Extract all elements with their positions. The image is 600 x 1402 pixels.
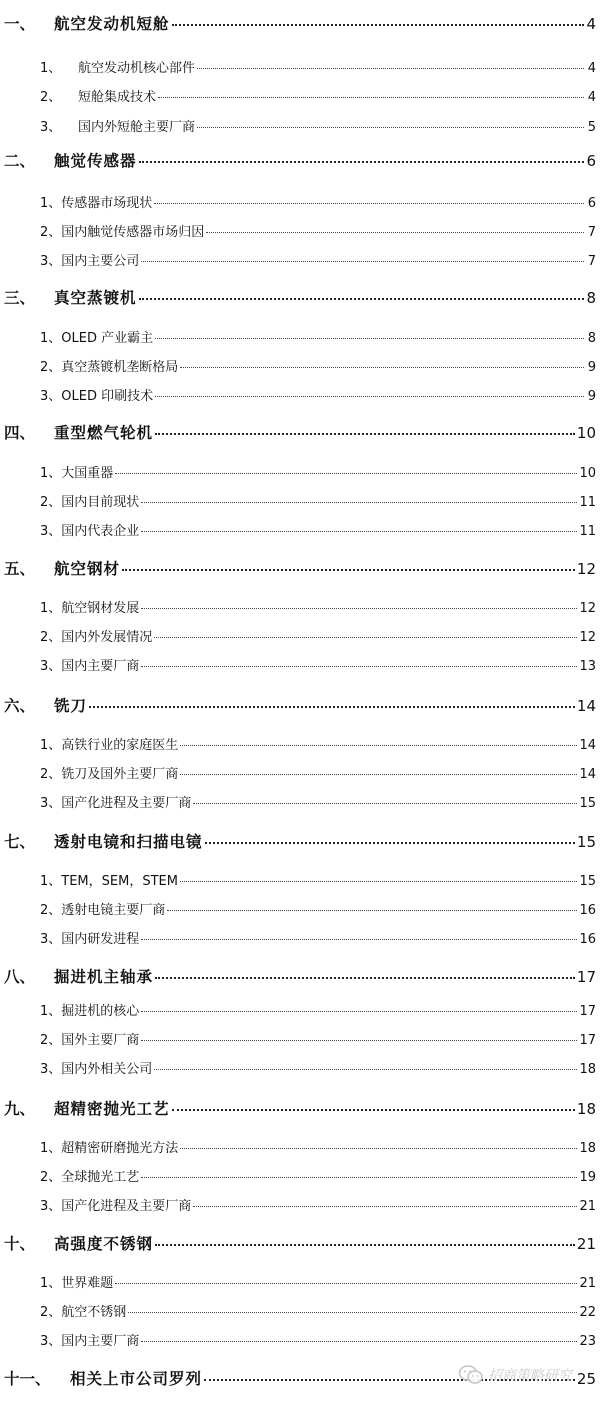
page-number: 12 <box>576 560 596 578</box>
toc-section[interactable] <box>0 286 600 308</box>
dot-leader <box>155 977 575 979</box>
dot-leader <box>141 1011 577 1012</box>
page-number: 5 <box>587 120 596 135</box>
dot-leader <box>180 367 584 368</box>
item-number: 3、 <box>40 659 62 674</box>
dot-leader <box>141 531 577 532</box>
section-title: 透射电镜和扫描电镜 <box>54 833 203 851</box>
item-number: 2、 <box>40 360 62 375</box>
section-title: 真空蒸镀机 <box>54 289 137 307</box>
item-title: 铣刀及国外主要厂商 <box>61 767 179 782</box>
page-number: 14 <box>576 697 596 715</box>
page-number: 17 <box>579 1004 596 1019</box>
page-number: 14 <box>579 767 596 782</box>
page-number: 4 <box>586 15 596 33</box>
section-number: 五、 <box>4 560 36 578</box>
item-number: 1、 <box>40 1276 62 1291</box>
item-title: 短舱集成技术 <box>78 90 157 105</box>
toc-item[interactable] <box>0 1330 600 1349</box>
dot-leader <box>155 338 584 339</box>
toc-item[interactable] <box>0 491 600 510</box>
dot-leader <box>139 161 584 163</box>
toc-item[interactable] <box>0 520 600 539</box>
page-number: 7 <box>587 225 596 240</box>
toc-section[interactable] <box>0 1097 600 1119</box>
dot-leader <box>180 745 577 746</box>
page-number: 9 <box>587 360 596 375</box>
toc-item[interactable] <box>0 192 600 211</box>
dot-leader <box>155 433 575 435</box>
dot-leader <box>154 1069 577 1070</box>
toc-item[interactable] <box>0 1272 600 1291</box>
section-title: 航空钢材 <box>54 560 121 578</box>
page-number: 16 <box>579 903 596 918</box>
item-title: 国内主要厂商 <box>61 659 140 674</box>
dot-leader <box>115 1283 577 1284</box>
item-number: 1、 <box>40 1141 62 1156</box>
item-title: 国内外短舱主要厂商 <box>78 120 196 135</box>
toc-section[interactable] <box>0 12 600 34</box>
item-title: 国外主要厂商 <box>61 1033 140 1048</box>
toc-section[interactable] <box>0 557 600 579</box>
section-title: 掘进机主轴承 <box>54 968 154 986</box>
item-title: 国内主要厂商 <box>61 1334 140 1349</box>
item-title: 真空蒸镀机垄断格局 <box>61 360 179 375</box>
page-number: 12 <box>579 630 596 645</box>
dot-leader <box>180 1148 577 1149</box>
page-number: 17 <box>579 1033 596 1048</box>
dot-leader <box>128 1312 577 1313</box>
page-number: 15 <box>579 874 596 889</box>
section-number: 八、 <box>4 968 36 986</box>
toc-item[interactable] <box>0 1137 600 1156</box>
item-number: 2、 <box>40 767 62 782</box>
item-number: 3、 <box>40 796 62 811</box>
item-number: 2、 <box>40 1170 62 1185</box>
item-number: 3、 <box>40 1334 62 1349</box>
watermark-text: 招商策略研究 <box>488 1368 572 1384</box>
item-number: 1、 <box>40 466 62 481</box>
toc-item[interactable] <box>0 734 600 753</box>
dot-leader <box>89 706 575 708</box>
toc-item[interactable] <box>0 221 600 240</box>
item-number: 1、 <box>40 331 62 346</box>
watermark <box>458 1362 572 1388</box>
item-title: 国内代表企业 <box>61 524 140 539</box>
page-number: 11 <box>579 495 596 510</box>
page-number: 7 <box>587 254 596 269</box>
dot-leader <box>139 298 584 300</box>
section-title: 超精密抛光工艺 <box>54 1100 170 1118</box>
toc-item[interactable] <box>0 250 600 269</box>
item-number: 3、 <box>40 1062 62 1077</box>
page-number: 23 <box>579 1334 596 1349</box>
item-title: 国内外相关公司 <box>61 1062 153 1077</box>
section-number: 七、 <box>4 833 36 851</box>
page-number: 12 <box>579 601 596 616</box>
item-title: 掘进机的核心 <box>61 1004 140 1019</box>
item-number: 3、 <box>40 1199 62 1214</box>
toc-item[interactable] <box>0 57 600 76</box>
toc-item[interactable] <box>0 1301 600 1320</box>
item-number: 1、 <box>40 874 62 889</box>
page-number: 13 <box>579 659 596 674</box>
toc-item[interactable] <box>0 462 600 481</box>
toc-item[interactable] <box>0 792 600 811</box>
item-title: 国内研发进程 <box>61 932 140 947</box>
item-title: 国内主要公司 <box>61 254 140 269</box>
item-title: 透射电镜主要厂商 <box>61 903 166 918</box>
item-title: 高铁行业的家庭医生 <box>61 738 179 753</box>
item-title: 航空发动机核心部件 <box>78 61 196 76</box>
section-number: 一、 <box>4 15 36 33</box>
item-title: 大国重器 <box>61 466 114 481</box>
item-number: 3、 <box>40 389 62 404</box>
page-number: 25 <box>576 1370 596 1388</box>
dot-leader <box>141 608 577 609</box>
wechat-icon <box>458 1364 484 1386</box>
page-number: 14 <box>579 738 596 753</box>
dot-leader <box>141 261 584 262</box>
dot-leader <box>167 910 577 911</box>
item-title: 超精密研磨抛光方法 <box>61 1141 179 1156</box>
section-title: 重型燃气轮机 <box>54 424 154 442</box>
page-number: 11 <box>579 524 596 539</box>
page-number: 6 <box>587 196 596 211</box>
section-title: 铣刀 <box>54 697 88 715</box>
item-number: 2、 <box>40 90 62 105</box>
dot-leader <box>155 396 584 397</box>
item-number: 1、 <box>40 61 62 76</box>
item-title: 传感器市场现状 <box>61 196 153 211</box>
item-number: 2、 <box>40 1305 62 1320</box>
dot-leader <box>180 774 577 775</box>
dot-leader <box>154 203 584 204</box>
dot-leader <box>141 1040 577 1041</box>
page-number: 18 <box>576 1100 596 1118</box>
dot-leader <box>141 939 577 940</box>
page-number: 8 <box>586 289 596 307</box>
page-number: 18 <box>579 1062 596 1077</box>
page-number: 19 <box>579 1170 596 1185</box>
page-number: 21 <box>576 1235 596 1253</box>
item-number: 2、 <box>40 1033 62 1048</box>
section-title: 高强度不锈钢 <box>54 1235 154 1253</box>
section-number: 十、 <box>4 1235 36 1253</box>
page-number: 17 <box>576 968 596 986</box>
toc-item[interactable] <box>0 1166 600 1185</box>
section-number: 三、 <box>4 289 36 307</box>
toc-item[interactable] <box>0 86 600 105</box>
page-number: 4 <box>587 61 596 76</box>
item-title: 国内触觉传感器市场归因 <box>61 225 205 240</box>
toc-section[interactable] <box>0 694 600 716</box>
page-number: 15 <box>576 833 596 851</box>
section-number: 十一、 <box>4 1370 51 1388</box>
item-title: 国产化进程及主要厂商 <box>61 796 192 811</box>
dot-leader <box>141 666 577 667</box>
toc-item[interactable] <box>0 899 600 918</box>
item-number: 3、 <box>40 120 62 135</box>
item-number: 2、 <box>40 495 62 510</box>
dot-leader <box>172 24 584 26</box>
toc-item[interactable] <box>0 1195 600 1214</box>
item-title: 全球抛光工艺 <box>61 1170 140 1185</box>
item-title: 国内目前现状 <box>61 495 140 510</box>
toc-section[interactable] <box>0 1232 600 1254</box>
dot-leader <box>197 127 584 128</box>
item-number: 3、 <box>40 932 62 947</box>
item-number: 1、 <box>40 1004 62 1019</box>
toc-section[interactable] <box>0 965 600 987</box>
dot-leader <box>141 502 577 503</box>
dot-leader <box>197 68 584 69</box>
toc-item[interactable] <box>0 597 600 616</box>
item-number: 1、 <box>40 738 62 753</box>
dot-leader <box>141 1341 577 1342</box>
dot-leader <box>154 637 577 638</box>
page-number: 9 <box>587 389 596 404</box>
page-number: 18 <box>579 1141 596 1156</box>
dot-leader <box>141 1177 577 1178</box>
page-number: 10 <box>579 466 596 481</box>
section-title: 航空发动机短舱 <box>54 15 170 33</box>
section-title: 相关上市公司罗列 <box>70 1370 203 1388</box>
page-number: 21 <box>579 1199 596 1214</box>
item-number: 1、 <box>40 601 62 616</box>
dot-leader <box>122 569 575 571</box>
dot-leader <box>155 1244 575 1246</box>
page-number: 10 <box>576 424 596 442</box>
item-title: 航空不锈钢 <box>61 1305 127 1320</box>
section-number: 四、 <box>4 424 36 442</box>
page-number: 4 <box>587 90 596 105</box>
page-number: 15 <box>579 796 596 811</box>
toc-section[interactable] <box>0 830 600 852</box>
dot-leader <box>205 842 575 844</box>
page-number: 16 <box>579 932 596 947</box>
toc-section[interactable] <box>0 149 600 171</box>
section-number: 二、 <box>4 152 36 170</box>
dot-leader <box>193 803 577 804</box>
item-title: 国产化进程及主要厂商 <box>61 1199 192 1214</box>
item-number: 2、 <box>40 903 62 918</box>
page-number: 8 <box>587 331 596 346</box>
toc-item[interactable] <box>0 356 600 375</box>
section-number: 九、 <box>4 1100 36 1118</box>
toc-item[interactable] <box>0 116 600 135</box>
toc-item[interactable] <box>0 1029 600 1048</box>
item-number: 2、 <box>40 630 62 645</box>
page-number: 6 <box>586 152 596 170</box>
dot-leader <box>206 232 584 233</box>
toc-section[interactable] <box>0 421 600 443</box>
item-title: OLED 印刷技术 <box>61 389 154 404</box>
toc-item[interactable] <box>0 385 600 404</box>
item-number: 1、 <box>40 196 62 211</box>
dot-leader <box>115 473 577 474</box>
item-number: 2、 <box>40 225 62 240</box>
section-number: 六、 <box>4 697 36 715</box>
toc-item[interactable] <box>0 1000 600 1019</box>
dot-leader <box>180 881 577 882</box>
toc-item[interactable] <box>0 928 600 947</box>
toc-item[interactable] <box>0 870 600 889</box>
toc-item[interactable] <box>0 626 600 645</box>
toc-item[interactable] <box>0 1058 600 1077</box>
page-number: 21 <box>579 1276 596 1291</box>
toc-item[interactable] <box>0 655 600 674</box>
dot-leader <box>158 97 584 98</box>
item-title: 航空钢材发展 <box>61 601 140 616</box>
item-title: 国内外发展情况 <box>61 630 153 645</box>
item-number: 3、 <box>40 254 62 269</box>
dot-leader <box>172 1109 575 1111</box>
page-number: 22 <box>579 1305 596 1320</box>
section-title: 触觉传感器 <box>54 152 137 170</box>
item-title: 世界难题 <box>61 1276 114 1291</box>
item-title: OLED 产业霸主 <box>61 331 154 346</box>
toc-item[interactable] <box>0 327 600 346</box>
item-number: 3、 <box>40 524 62 539</box>
toc-item[interactable] <box>0 763 600 782</box>
item-title: TEM，SEM，STEM <box>61 874 178 889</box>
dot-leader <box>193 1206 577 1207</box>
